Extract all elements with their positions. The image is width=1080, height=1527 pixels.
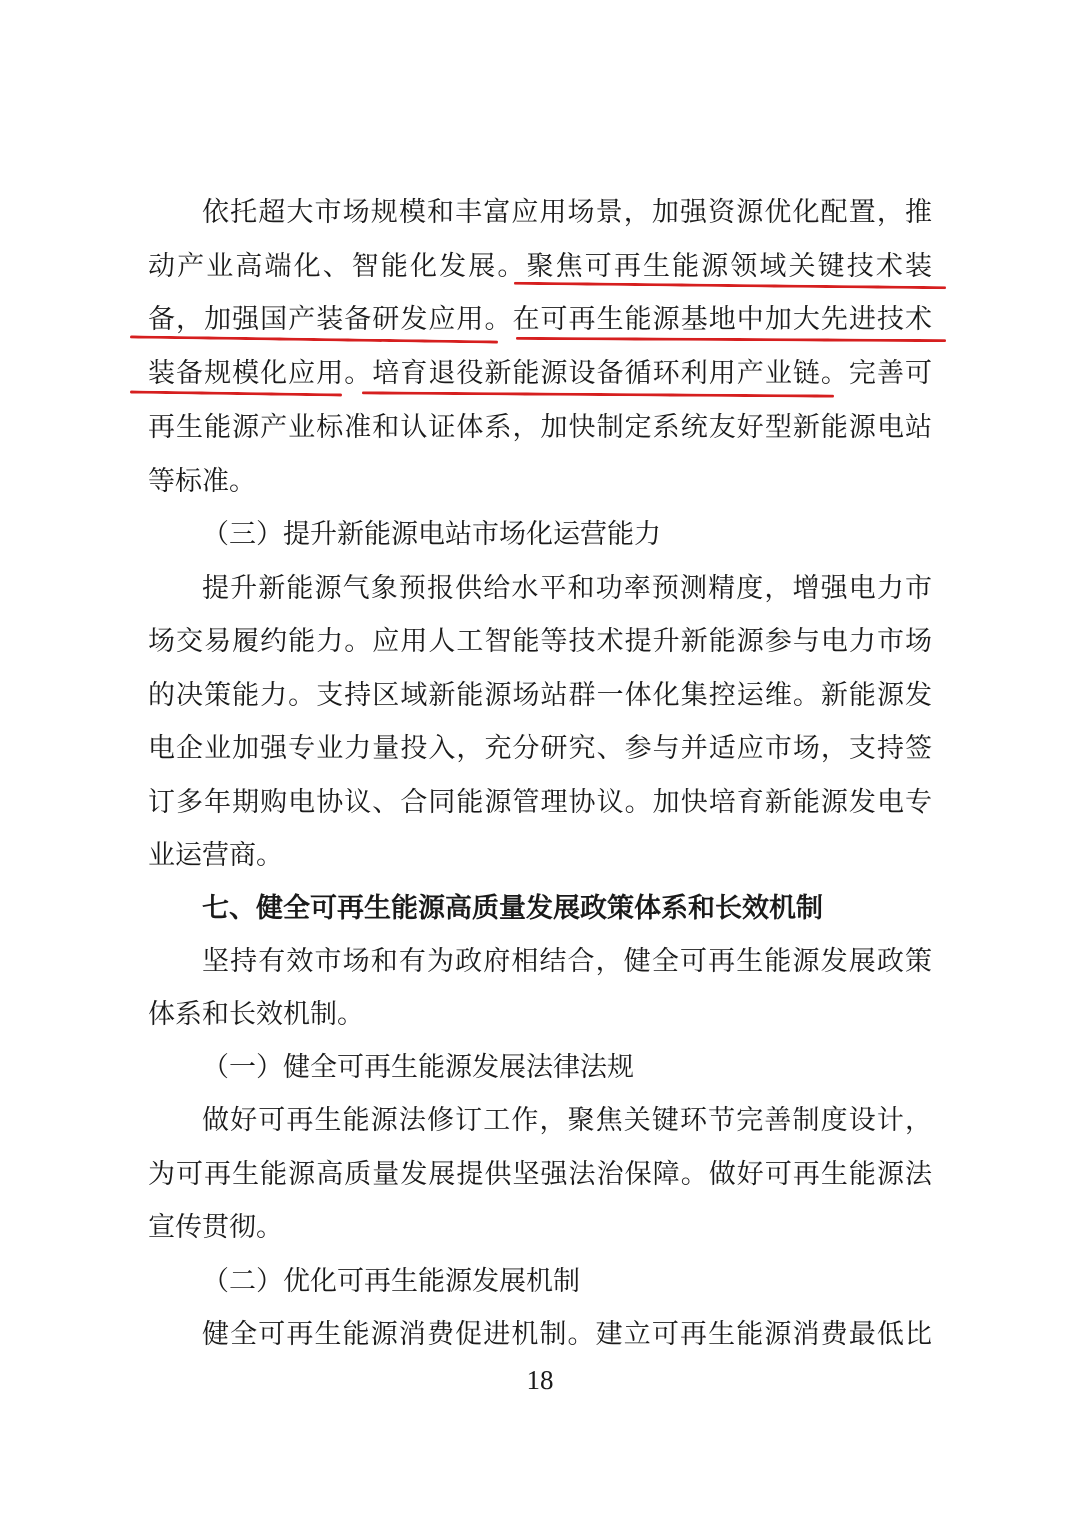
paragraph-line: 业运营商。 bbox=[148, 840, 283, 871]
paragraph-line: 订多年期购电协议、合同能源管理协议。加快培育新能源发电专 bbox=[148, 787, 932, 818]
page-number: 18 bbox=[526, 1365, 554, 1395]
paragraph-line: 再生能源产业标准和认证体系，加快制定系统友好型新能源电站 bbox=[148, 412, 932, 443]
paragraph-line: 健全可再生能源消费促进机制。建立可再生能源消费最低比 bbox=[202, 1319, 932, 1350]
paragraph-line: 动产业高端化、智能化发展。聚焦可再生能源领域关键技术装 bbox=[148, 251, 932, 282]
red-underline-mark bbox=[362, 391, 834, 397]
section-heading: （一）健全可再生能源发展法律法规 bbox=[202, 1052, 634, 1083]
paragraph-line: 备，加强国产装备研发应用。在可再生能源基地中加大先进技术 bbox=[148, 304, 932, 335]
paragraph-line: 装备规模化应用。培育退役新能源设备循环利用产业链。完善可 bbox=[148, 358, 932, 389]
section-heading: （二）优化可再生能源发展机制 bbox=[202, 1266, 580, 1297]
paragraph-line: 的决策能力。支持区域新能源场站群一体化集控运维。新能源发 bbox=[148, 680, 932, 711]
paragraph-line: 电企业加强专业力量投入，充分研究、参与并适应市场，支持签 bbox=[148, 733, 932, 764]
paragraph-line: 等标准。 bbox=[148, 466, 256, 497]
section-heading: （三）提升新能源电站市场化运营能力 bbox=[202, 519, 661, 550]
paragraph-line: 场交易履约能力。应用人工智能等技术提升新能源参与电力市场 bbox=[148, 626, 932, 657]
paragraph-line: 体系和长效机制。 bbox=[148, 999, 364, 1030]
paragraph-line: 宣传贯彻。 bbox=[148, 1212, 283, 1243]
paragraph-line: 依托超大市场规模和丰富应用场景，加强资源优化配置，推 bbox=[202, 197, 932, 228]
paragraph-line: 提升新能源气象预报供给水平和功率预测精度，增强电力市 bbox=[202, 573, 932, 604]
chapter-heading: 七、健全可再生能源高质量发展政策体系和长效机制 bbox=[202, 893, 823, 924]
paragraph-line: 做好可再生能源法修订工作，聚焦关键环节完善制度设计， bbox=[202, 1105, 932, 1136]
paragraph-line: 为可再生能源高质量发展提供坚强法治保障。做好可再生能源法 bbox=[148, 1159, 932, 1190]
paragraph-line: 坚持有效市场和有为政府相结合，健全可再生能源发展政策 bbox=[202, 946, 932, 977]
